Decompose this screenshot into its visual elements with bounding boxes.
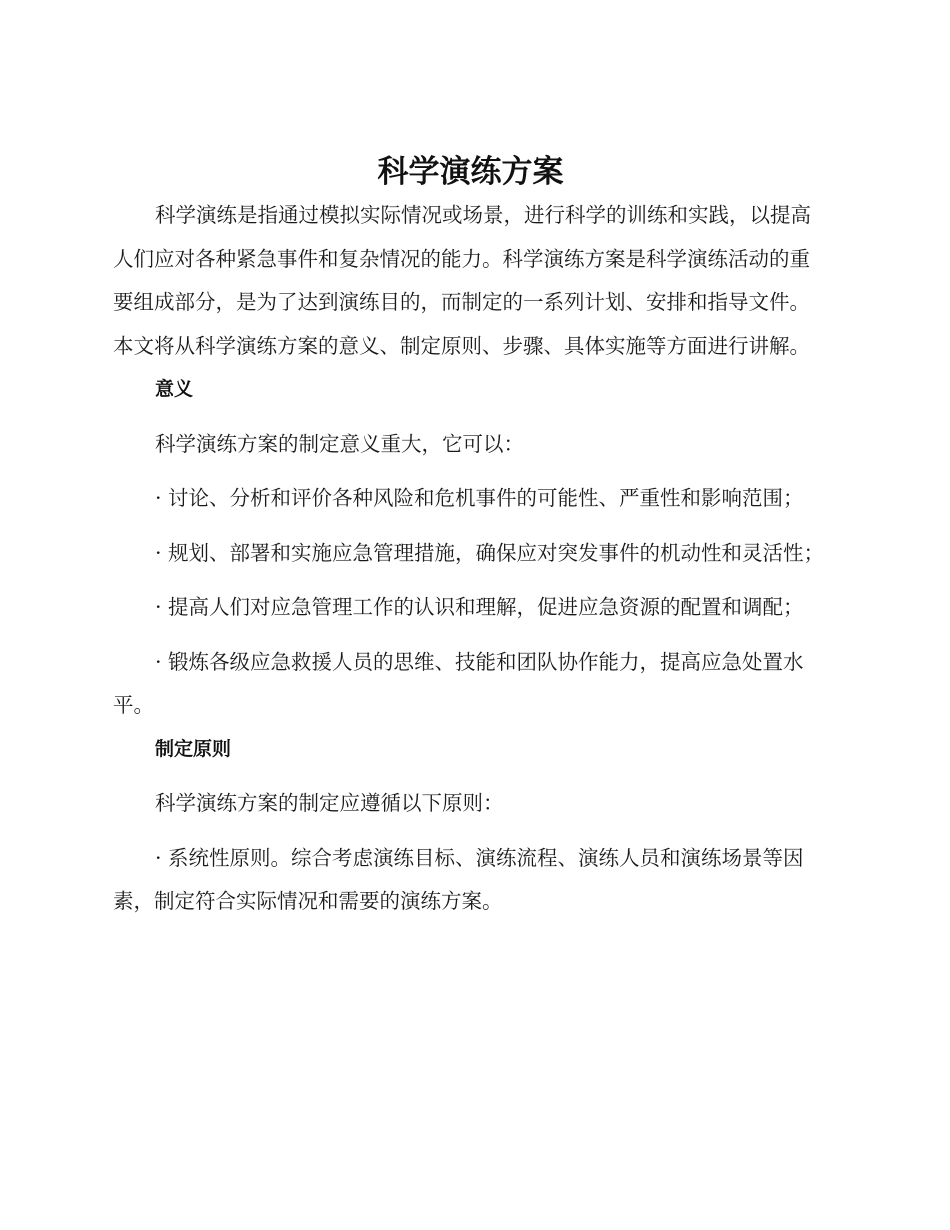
section-lead-principles: 科学演练方案的制定应遵循以下原则： [155,791,504,815]
section-heading-principles: 制定原则 [155,737,232,760]
section-lead-significance: 科学演练方案的制定意义重大，它可以： [155,431,524,456]
document-title: 科学演练方案 [377,154,564,190]
intro-paragraph: 科学演练是指通过模拟实际情况或场景，进行科学的训练和实践，以提高人们应对各种紧急事件和复杂情况的能力。科学演练方案是科学演练活动的重要组成部分，是为了达到演练目的，而制定的一系列计划、安排和指导文件。本文将从科学演练方案的意义、制定原则、步骤、具体实施等方面进行讲解。 [113,203,811,358]
bullet-item: · 提高人们对应急管理工作的认识和理解，促进应急资源的配置和调配； [155,595,804,619]
section-heading-significance: 意义 [155,378,194,400]
bullet-item: · 系统性原则。综合考虑演练目标、演练流程、演练人员和演练场景等因素，制定符合实际情况和需要的演练方案。 [113,845,804,913]
document-body [113,150,828,924]
bullet-item: · 讨论、分析和评价各种风险和危机事件的可能性、严重性和影响范围； [155,486,804,510]
bullet-item: · 规划、部署和实施应急管理措施，确保应对突发事件的机动性和灵活性； [155,540,825,565]
bullet-item: · 锻炼各级应急救援人员的思维、技能和团队协作能力，提高应急处置水平。 [113,649,804,717]
